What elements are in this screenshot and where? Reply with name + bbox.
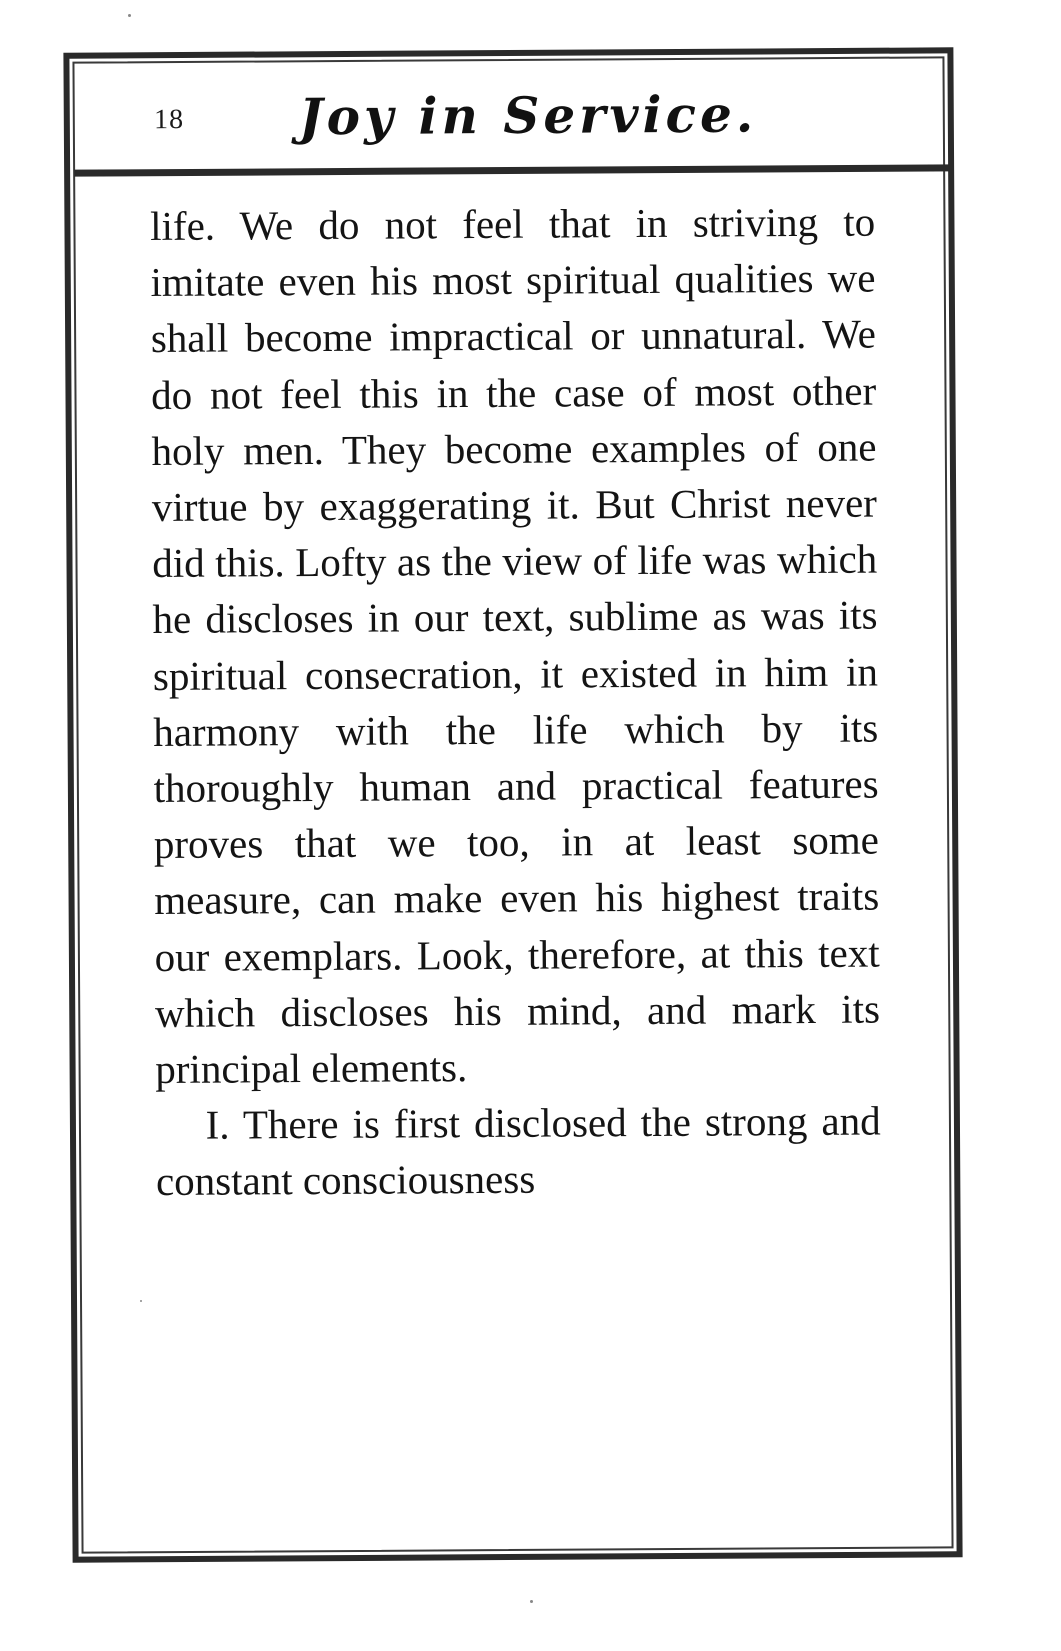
running-head-title: Joy in Service. [298, 84, 758, 147]
header-band [74, 53, 953, 176]
paper-speck [530, 1600, 533, 1603]
body-text [150, 194, 881, 1210]
paper-speck [128, 14, 131, 17]
paragraph-2: I. There is first disclosed the strong and constant consciousness [155, 1097, 881, 1205]
page-number: 18 [153, 104, 185, 136]
paragraph-1: life. We do not feel that in striving to imitate even his most spiritual qualities we shall become impractical or unnatural. We do not feel this in the case of most other holy men. They become examples of one virtue by exaggerating it. But Christ never did this. Lofty as the view of life was which he discloses in our text, sublime as was its spiritual consecration, it existed in him in harmony with the life which by its thoroughly human and practical features proves that we too, in at least some measure, can make even his highest traits our exemplars. Look, therefore, at this text which discloses his mind, and mark its principal elements. [150, 198, 881, 1093]
paper-speck [140, 1300, 142, 1302]
